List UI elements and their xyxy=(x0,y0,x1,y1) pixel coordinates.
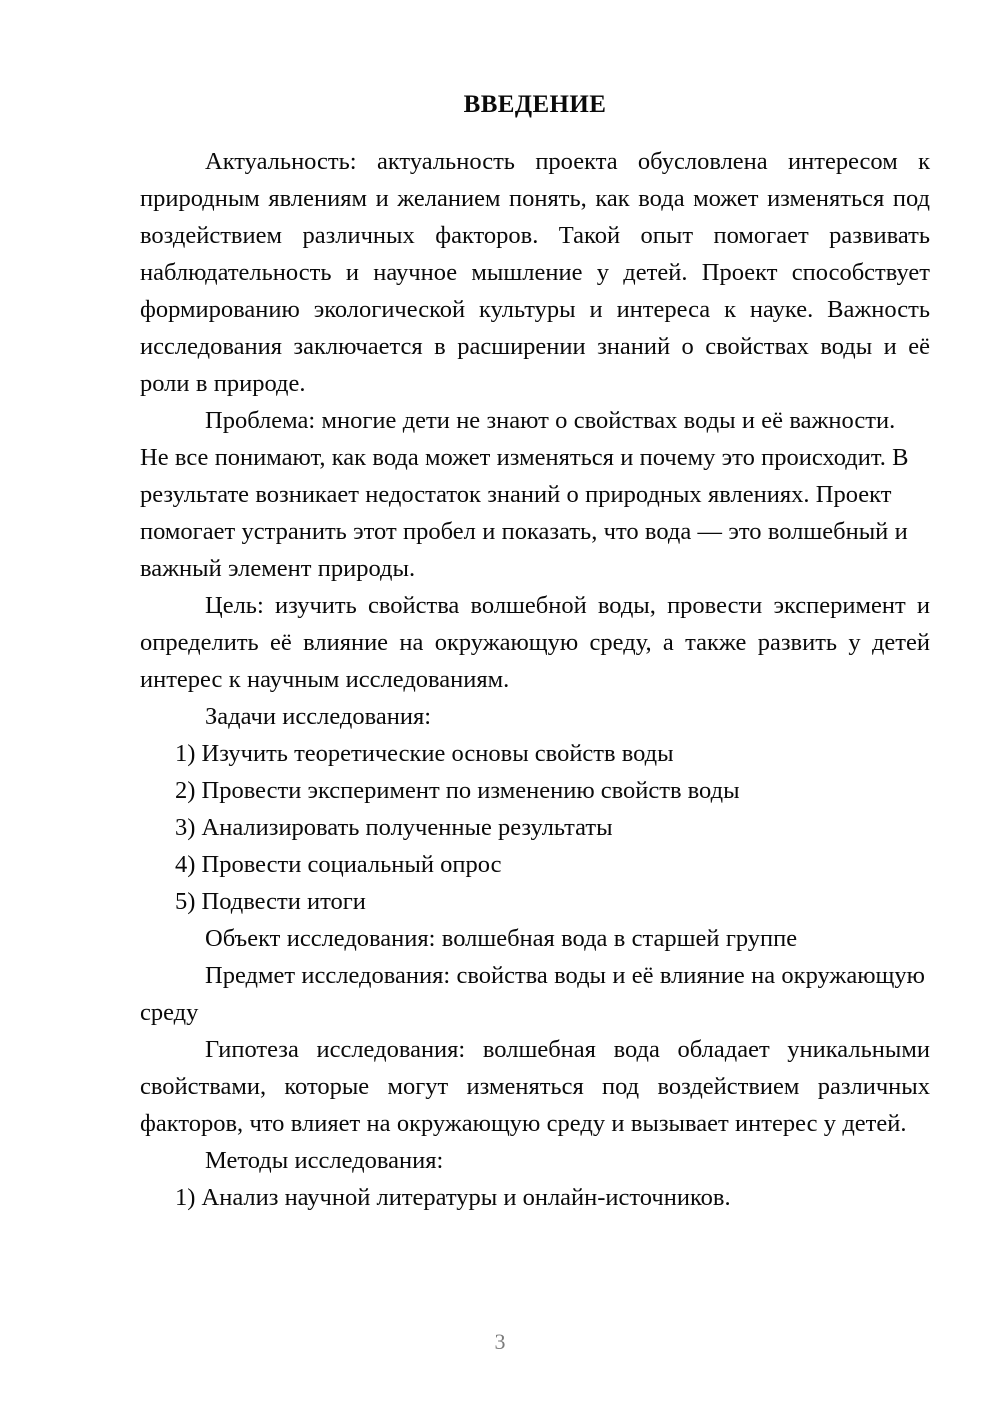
list-item: 4) Провести социальный опрос xyxy=(175,851,502,878)
list-item: 5) Подвести итоги xyxy=(175,888,366,915)
page-number: 3 xyxy=(494,1329,506,1354)
list-item: 1) Изучить теоретические основы свойств воды xyxy=(175,740,674,767)
list-item: 3) Анализировать полученные результаты xyxy=(175,814,613,841)
list-item: 1) Анализ научной литературы и онлайн-источников. xyxy=(175,1184,731,1211)
page-content xyxy=(140,86,930,1216)
paragraph-subject: Предмет исследования: свойства воды и её влияние на окружающую среду xyxy=(140,962,925,1026)
paragraph-hypothesis: Гипотеза исследования: волшебная вода обладает уникальными свойствами, которые могут изменяться под воздействием различных факторов, что влияет на окружающую среду и вызывает интерес у детей. xyxy=(140,1036,930,1137)
tasks-heading: Задачи исследования: xyxy=(205,703,432,730)
page-title: ВВЕДЕНИЕ xyxy=(463,91,607,118)
paragraph-object: Объект исследования: волшебная вода в старшей группе xyxy=(205,925,798,952)
paragraph-goal: Цель: изучить свойства волшебной воды, провести эксперимент и определить её влияние на окружающую среду, а также развить у детей интерес к научным исследованиям. xyxy=(140,592,930,693)
list-item: 2) Провести эксперимент по изменению свойств воды xyxy=(175,777,740,804)
methods-list xyxy=(140,1179,930,1216)
tasks-list xyxy=(140,735,930,920)
paragraph-problem: Проблема: многие дети не знают о свойствах воды и её важности. Не все понимают, как вода может изменяться и почему это происходит. В результате возникает недостаток знаний о природных явлениях. Проект помогает устранить этот пробел и показать, что вода — это волшебный и важный элемент природы. xyxy=(140,407,909,582)
paragraph-relevance: Актуальность: актуальность проекта обусловлена интересом к природным явлениям и желанием понять, как вода может изменяться под воздействием различных факторов. Такой опыт помогает развивать наблюдательность и научное мышление у детей. Проект способствует формированию экологической культуры и интереса к науке. Важность исследования заключается в расширении знаний о свойствах воды и её роли в природе. xyxy=(140,148,930,397)
methods-heading: Методы исследования: xyxy=(205,1147,444,1174)
